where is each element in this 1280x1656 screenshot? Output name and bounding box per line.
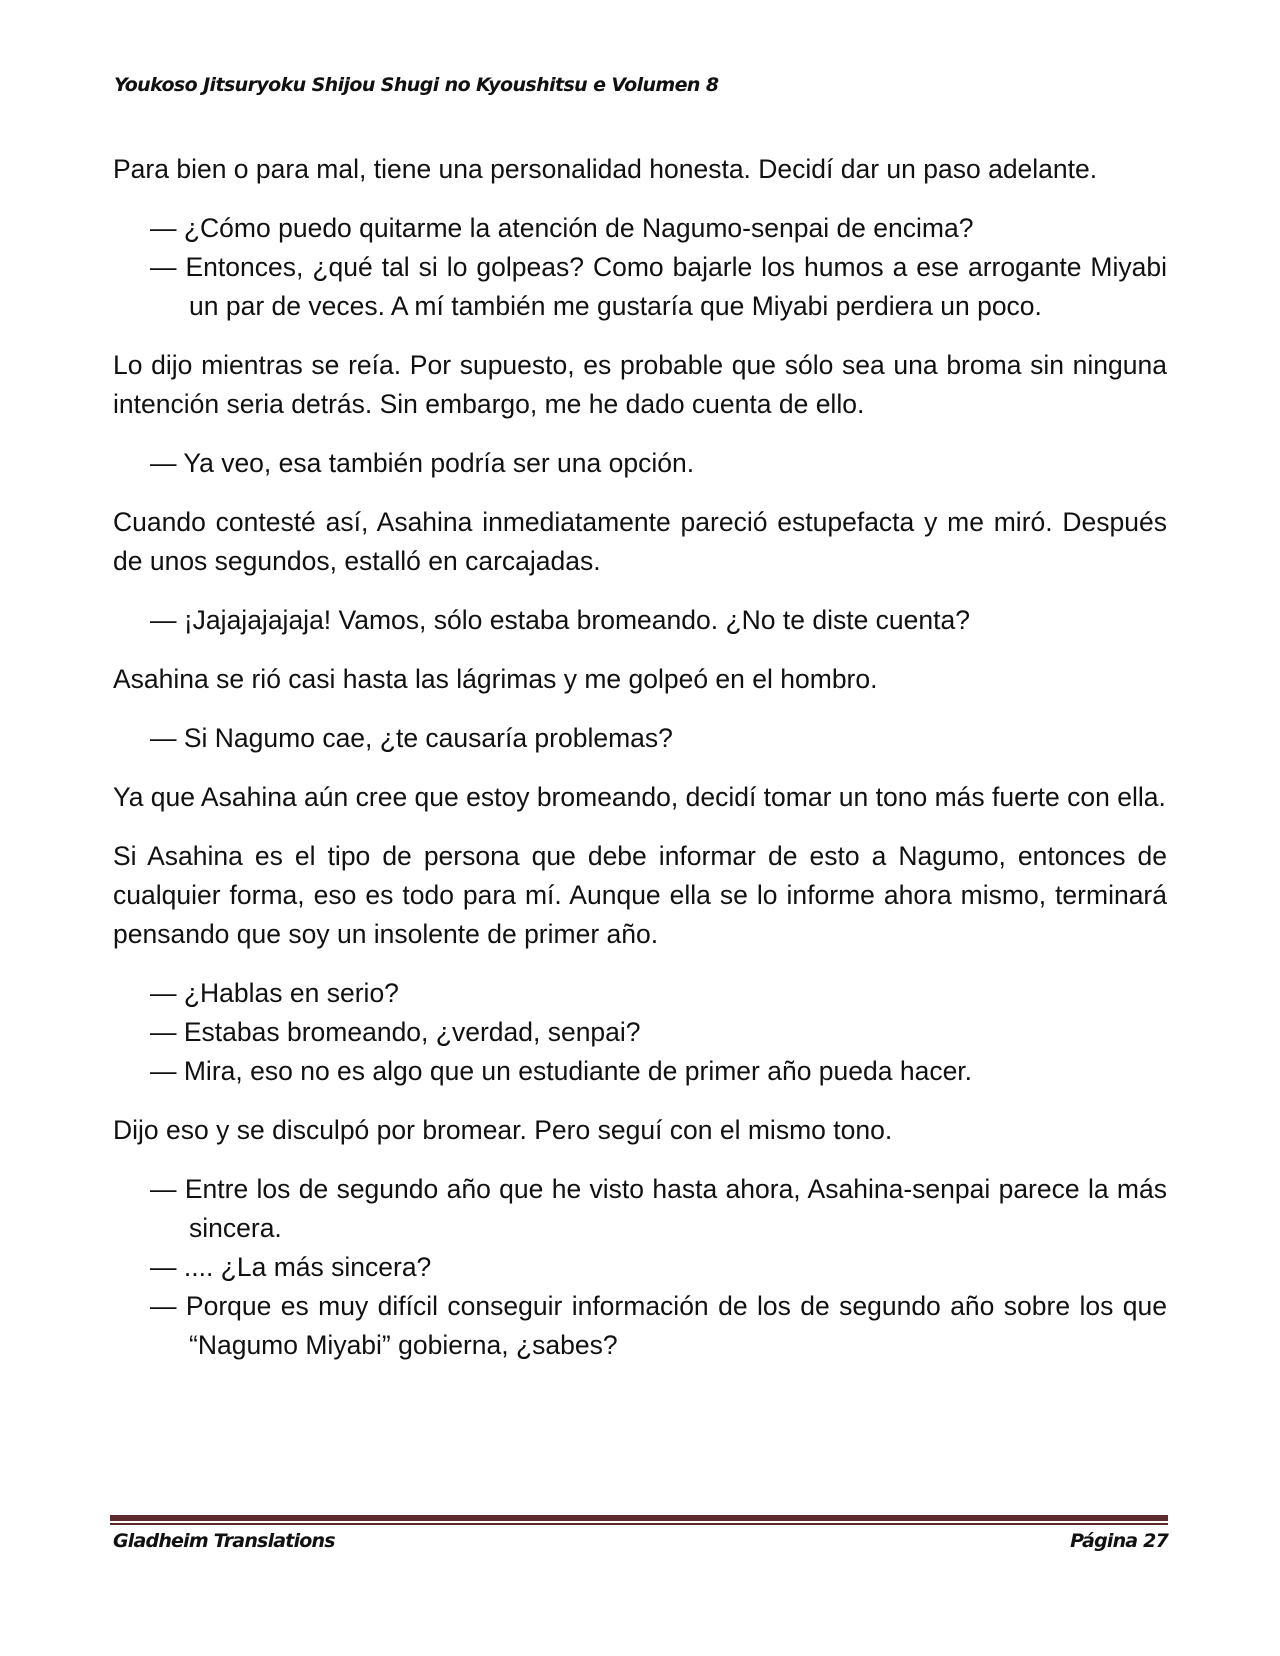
page-body [113,150,1167,1385]
dialogue-line: — Entre los de segundo año que he visto hasta ahora, Asahina-senpai parece la más sincera. [150,1174,1167,1243]
dialogue-line: — .... ¿La más sincera? [150,1252,432,1282]
dialogue-line: — ¿Cómo puedo quitarme la atención de Nagumo-senpai de encima? [150,213,974,243]
paragraph: Dijo eso y se disculpó por bromear. Pero seguí con el mismo tono. [113,1115,893,1145]
dialogue-line: — Entonces, ¿qué tal si lo golpeas? Como bajarle los humos a ese arrogante Miyabi un par de veces. A mí también me gustaría que Miyabi perdiera un poco. [150,252,1167,321]
dialogue-group [113,974,1167,1091]
dialogue-group [113,209,1167,326]
footer-rule-thin [110,1523,1168,1525]
paragraph: Ya que Asahina aún cree que estoy bromeando, decidí tomar un tono más fuerte con ella. [113,782,1166,812]
footer-translator: Gladheim Translations [113,1530,335,1552]
running-header: Youkoso Jitsuryoku Shijou Shugi no Kyoushitsu e Volumen 8 [114,74,719,96]
dialogue-line: — ¡Jajajajajaja! Vamos, sólo estaba bromeando. ¿No te diste cuenta? [150,605,970,635]
footer-page-number: Página 27 [1070,1530,1168,1552]
dialogue-line: — Ya veo, esa también podría ser una opción. [150,448,695,478]
footer-rule-thick [110,1515,1168,1521]
dialogue-group [113,1170,1167,1365]
paragraph: Cuando contesté así, Asahina inmediatamente pareció estupefacta y me miró. Después de unos segundos, estalló en carcajadas. [113,507,1167,576]
dialogue-line: — Si Nagumo cae, ¿te causaría problemas? [150,723,673,753]
dialogue-line: — Estabas bromeando, ¿verdad, senpai? [150,1017,641,1047]
dialogue-group [113,719,1167,758]
paragraph: Asahina se rió casi hasta las lágrimas y me golpeó en el hombro. [113,664,878,694]
dialogue-line: — ¿Hablas en serio? [150,978,399,1008]
paragraph: Para bien o para mal, tiene una personalidad honesta. Decidí dar un paso adelante. [113,154,1098,184]
dialogue-group [113,601,1167,640]
dialogue-group [113,444,1167,483]
paragraph: Si Asahina es el tipo de persona que debe informar de esto a Nagumo, entonces de cualquier forma, eso es todo para mí. Aunque ella se lo informe ahora mismo, terminará pensando que soy un insolente de primer año. [113,841,1167,949]
dialogue-line: — Mira, eso no es algo que un estudiante de primer año pueda hacer. [150,1056,973,1086]
dialogue-line: — Porque es muy difícil conseguir información de los de segundo año sobre los que “Nagumo Miyabi” gobierna, ¿sabes? [150,1291,1167,1360]
paragraph: Lo dijo mientras se reía. Por supuesto, es probable que sólo sea una broma sin ninguna intención seria detrás. Sin embargo, me he dado cuenta de ello. [113,350,1167,419]
